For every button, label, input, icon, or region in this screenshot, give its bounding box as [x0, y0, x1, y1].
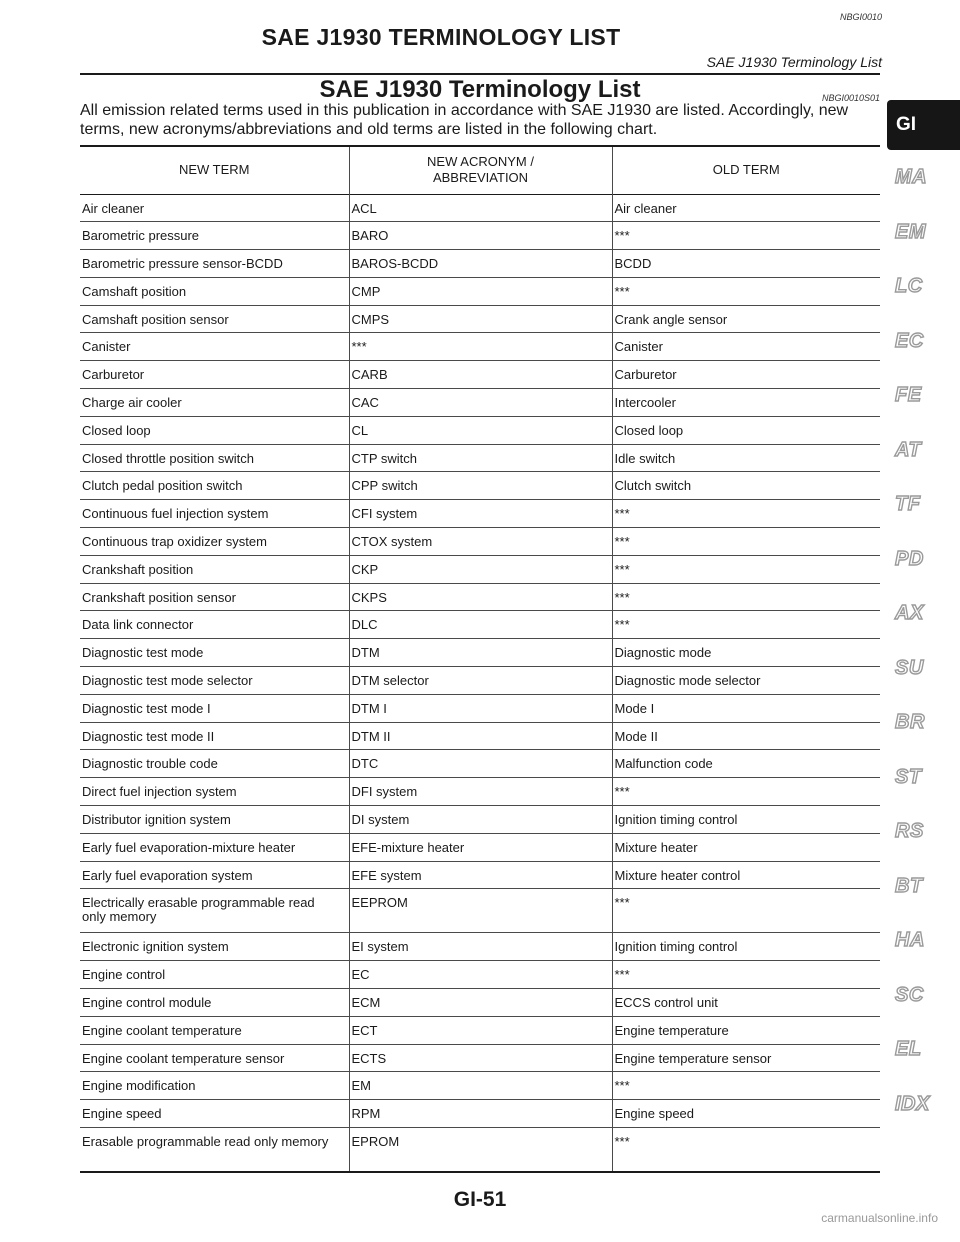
tab-bt[interactable]: BT: [895, 874, 923, 897]
tab-lc[interactable]: LC: [895, 275, 923, 297]
cell-new-term: Erasable programmable read only memory: [82, 1134, 329, 1149]
table-row: [80, 722, 880, 750]
cell-old-term: BCDD: [612, 250, 880, 278]
cell-new-term: Engine coolant temperature sensor: [82, 1050, 285, 1066]
cell-new-term: Crankshaft position: [82, 561, 194, 577]
table-row: [80, 667, 880, 695]
cell-new-acronym: DTC: [349, 750, 612, 778]
cell-new-acronym: EPROM: [349, 1128, 612, 1172]
tab-idx[interactable]: IDX: [895, 1092, 930, 1115]
cell-old-term: ***: [612, 961, 880, 989]
cell-new-term: Closed loop: [82, 422, 151, 438]
table-row: [80, 833, 880, 861]
cell-new-term: Engine coolant temperature: [82, 1022, 242, 1038]
cell-new-term: Carburetor: [82, 367, 145, 383]
cell-old-term: Mixture heater control: [612, 861, 880, 889]
cell-old-term: ***: [612, 889, 880, 933]
intro-paragraph: All emission related terms used in this publication in accordance with SAE J1930 are listed. Accordingly, new terms, new acronyms/abbreviations and old terms are listed in the following chart.: [80, 102, 849, 138]
cell-new-acronym: RPM: [349, 1100, 612, 1128]
cell-new-term: Engine speed: [82, 1106, 162, 1122]
cell-old-term: ***: [612, 1072, 880, 1100]
table-row: [80, 444, 880, 472]
cell-old-term: Closed loop: [612, 416, 880, 444]
cell-old-term: ***: [612, 583, 880, 611]
cell-old-term: ***: [612, 778, 880, 806]
cell-new-term: Barometric pressure: [82, 228, 200, 244]
cell-new-term: Crankshaft position sensor: [82, 589, 236, 605]
table-row: [80, 361, 880, 389]
section-id: NBGI0010S01: [821, 93, 880, 103]
cell-old-term: Diagnostic mode selector: [612, 667, 880, 695]
cell-new-acronym: EFE system: [349, 861, 612, 889]
cell-new-term: Distributor ignition system: [82, 812, 231, 828]
tab-su[interactable]: SU: [895, 656, 924, 679]
table-row: [80, 639, 880, 667]
cell-old-term: Intercooler: [612, 389, 880, 417]
cell-old-term: Air cleaner: [612, 194, 880, 222]
table-row: [80, 555, 880, 583]
header-divider: [80, 73, 880, 75]
table-row: [80, 583, 880, 611]
cell-new-term: Engine modification: [82, 1078, 196, 1094]
cell-new-acronym: DTM: [349, 639, 612, 667]
header-title: SAE J1930 TERMINOLOGY LIST: [261, 24, 621, 50]
cell-old-term: Engine speed: [612, 1100, 880, 1128]
cell-new-acronym: CL: [349, 416, 612, 444]
cell-new-term: Barometric pressure sensor-BCDD: [82, 256, 283, 272]
tab-at[interactable]: AT: [895, 438, 922, 461]
cell-new-acronym: CAC: [349, 389, 612, 417]
cell-old-term: Canister: [612, 333, 880, 361]
tab-rs[interactable]: RS: [895, 820, 924, 842]
cell-old-term: Crank angle sensor: [612, 305, 880, 333]
tab-ha[interactable]: HA: [895, 929, 925, 951]
cell-new-acronym: ECM: [349, 989, 612, 1017]
table-row: [80, 806, 880, 834]
cell-old-term: ***: [612, 222, 880, 250]
cell-old-term: ***: [612, 555, 880, 583]
table-header-row: [80, 146, 880, 194]
table-row: [80, 961, 880, 989]
cell-old-term: ***: [612, 1128, 880, 1172]
cell-new-acronym: BAROS-BCDD: [349, 250, 612, 278]
cell-old-term: Carburetor: [612, 361, 880, 389]
table-row: [80, 305, 880, 333]
tab-br[interactable]: BR: [895, 711, 925, 733]
cell-old-term: Engine temperature: [612, 1016, 880, 1044]
cell-new-acronym: DFI system: [349, 778, 612, 806]
table-row: [80, 250, 880, 278]
table-row: [80, 1016, 880, 1044]
cell-new-term: Early fuel evaporation system: [82, 867, 253, 883]
tab-pd[interactable]: PD: [895, 547, 924, 570]
cell-new-term: Charge air cooler: [82, 395, 182, 411]
terminology-table: [80, 145, 880, 1173]
tab-fe[interactable]: FE: [895, 384, 922, 406]
header-subtitle: SAE J1930 Terminology List: [706, 54, 882, 70]
table-row: [80, 694, 880, 722]
cell-new-term: Closed throttle position switch: [82, 450, 254, 466]
cell-new-term: Diagnostic trouble code: [82, 756, 218, 772]
cell-new-term: Canister: [82, 339, 131, 355]
cell-new-acronym: DTM II: [349, 722, 612, 750]
table-row: [80, 333, 880, 361]
table-row: [80, 750, 880, 778]
table-body: [80, 194, 880, 1172]
table-row: [80, 861, 880, 889]
cell-new-term: Electronic ignition system: [82, 939, 229, 955]
cell-new-term: Engine control: [82, 967, 166, 983]
cell-new-acronym: CTOX system: [349, 528, 612, 556]
cell-new-acronym: ***: [349, 333, 612, 361]
cell-old-term: Ignition timing control: [612, 806, 880, 834]
cell-old-term: ***: [612, 277, 880, 305]
tab-tf[interactable]: TF: [895, 493, 921, 515]
cell-new-acronym: DTM I: [349, 694, 612, 722]
table-row: [80, 222, 880, 250]
cell-new-acronym: EI system: [349, 933, 612, 961]
table-row: [80, 500, 880, 528]
cell-new-term: Diagnostic test mode II: [82, 728, 215, 744]
column-header-new-acronym-text: NEW ACRONYM / ABBREVIATION: [427, 154, 534, 186]
cell-new-acronym: CMP: [349, 277, 612, 305]
table-row: [80, 1072, 880, 1100]
cell-new-acronym: CPP switch: [349, 472, 612, 500]
column-header-old-term: OLD TERM: [612, 146, 880, 194]
tab-ec[interactable]: EC: [895, 329, 924, 352]
cell-old-term: Malfunction code: [612, 750, 880, 778]
cell-new-acronym: EM: [349, 1072, 612, 1100]
cell-new-term: Data link connector: [82, 617, 194, 633]
cell-new-term: Electrically erasable programmable read only memory: [82, 895, 315, 925]
cell-new-acronym: DTM selector: [349, 667, 612, 695]
cell-old-term: Diagnostic mode: [612, 639, 880, 667]
cell-new-term: Air cleaner: [82, 200, 145, 216]
cell-old-term: ***: [612, 611, 880, 639]
table-row: [80, 528, 880, 556]
cell-old-term: Clutch switch: [612, 472, 880, 500]
table-row: [80, 611, 880, 639]
cell-new-term: Continuous trap oxidizer system: [82, 534, 267, 550]
cell-new-term: Camshaft position sensor: [82, 311, 229, 327]
cell-new-acronym: CFI system: [349, 500, 612, 528]
table-row: [80, 989, 880, 1017]
cell-new-acronym: CKP: [349, 555, 612, 583]
tab-gi-active[interactable]: GI: [887, 100, 960, 150]
cell-new-acronym: EEPROM: [349, 889, 612, 933]
tab-el[interactable]: EL: [895, 1038, 922, 1060]
cell-new-acronym: ECTS: [349, 1044, 612, 1072]
cell-old-term: ***: [612, 500, 880, 528]
cell-old-term: Idle switch: [612, 444, 880, 472]
cell-new-term: Camshaft position: [82, 283, 187, 299]
table-row: [80, 472, 880, 500]
tab-ma[interactable]: MA: [895, 166, 928, 188]
cell-new-term: Diagnostic test mode selector: [82, 673, 253, 689]
cell-new-term: Diagnostic test mode I: [82, 700, 211, 716]
table-row: [80, 194, 880, 222]
terminology-table-container: [80, 145, 880, 1173]
table-row: [80, 933, 880, 961]
page-id: NBGI0010: [839, 12, 882, 22]
cell-new-acronym: DLC: [349, 611, 612, 639]
cell-old-term: Mode I: [612, 694, 880, 722]
cell-new-acronym: ACL: [349, 194, 612, 222]
table-row: [80, 778, 880, 806]
cell-new-term: Engine control module: [82, 995, 212, 1011]
cell-new-term: Direct fuel injection system: [82, 784, 237, 800]
watermark: carmanualsonline.info: [821, 1211, 938, 1225]
cell-new-acronym: BARO: [349, 222, 612, 250]
section-title: SAE J1930 Terminology List: [319, 76, 641, 103]
tab-sc[interactable]: SC: [895, 983, 924, 1006]
table-row: [80, 1044, 880, 1072]
cell-new-acronym: ECT: [349, 1016, 612, 1044]
table-row: [80, 416, 880, 444]
cell-old-term: Ignition timing control: [612, 933, 880, 961]
column-header-new-term: NEW TERM: [178, 162, 250, 178]
cell-old-term: Mode II: [612, 722, 880, 750]
table-row: [80, 277, 880, 305]
page-number: GI-51: [453, 1188, 507, 1211]
cell-new-term: Continuous fuel injection system: [82, 506, 269, 522]
cell-old-term: Engine temperature sensor: [612, 1044, 880, 1072]
cell-new-acronym: CARB: [349, 361, 612, 389]
tab-st[interactable]: ST: [895, 765, 922, 788]
cell-new-acronym: CKPS: [349, 583, 612, 611]
column-header-new-acronym: [349, 146, 612, 194]
tab-em[interactable]: EM: [895, 220, 926, 243]
cell-new-acronym: DI system: [349, 806, 612, 834]
cell-new-term: Diagnostic test mode: [82, 645, 204, 661]
cell-new-term: Early fuel evaporation-mixture heater: [82, 839, 296, 855]
cell-old-term: ***: [612, 528, 880, 556]
table-row: [80, 389, 880, 417]
cell-new-acronym: CTP switch: [349, 444, 612, 472]
table-row: [80, 1128, 880, 1172]
cell-new-acronym: CMPS: [349, 305, 612, 333]
table-row: [80, 1100, 880, 1128]
cell-new-acronym: EFE-mixture heater: [349, 833, 612, 861]
cell-old-term: ECCS control unit: [612, 989, 880, 1017]
tab-ax[interactable]: AX: [895, 602, 924, 624]
table-row: [80, 889, 880, 933]
cell-new-term: Clutch pedal position switch: [82, 478, 243, 494]
cell-old-term: Mixture heater: [612, 833, 880, 861]
cell-new-acronym: EC: [349, 961, 612, 989]
